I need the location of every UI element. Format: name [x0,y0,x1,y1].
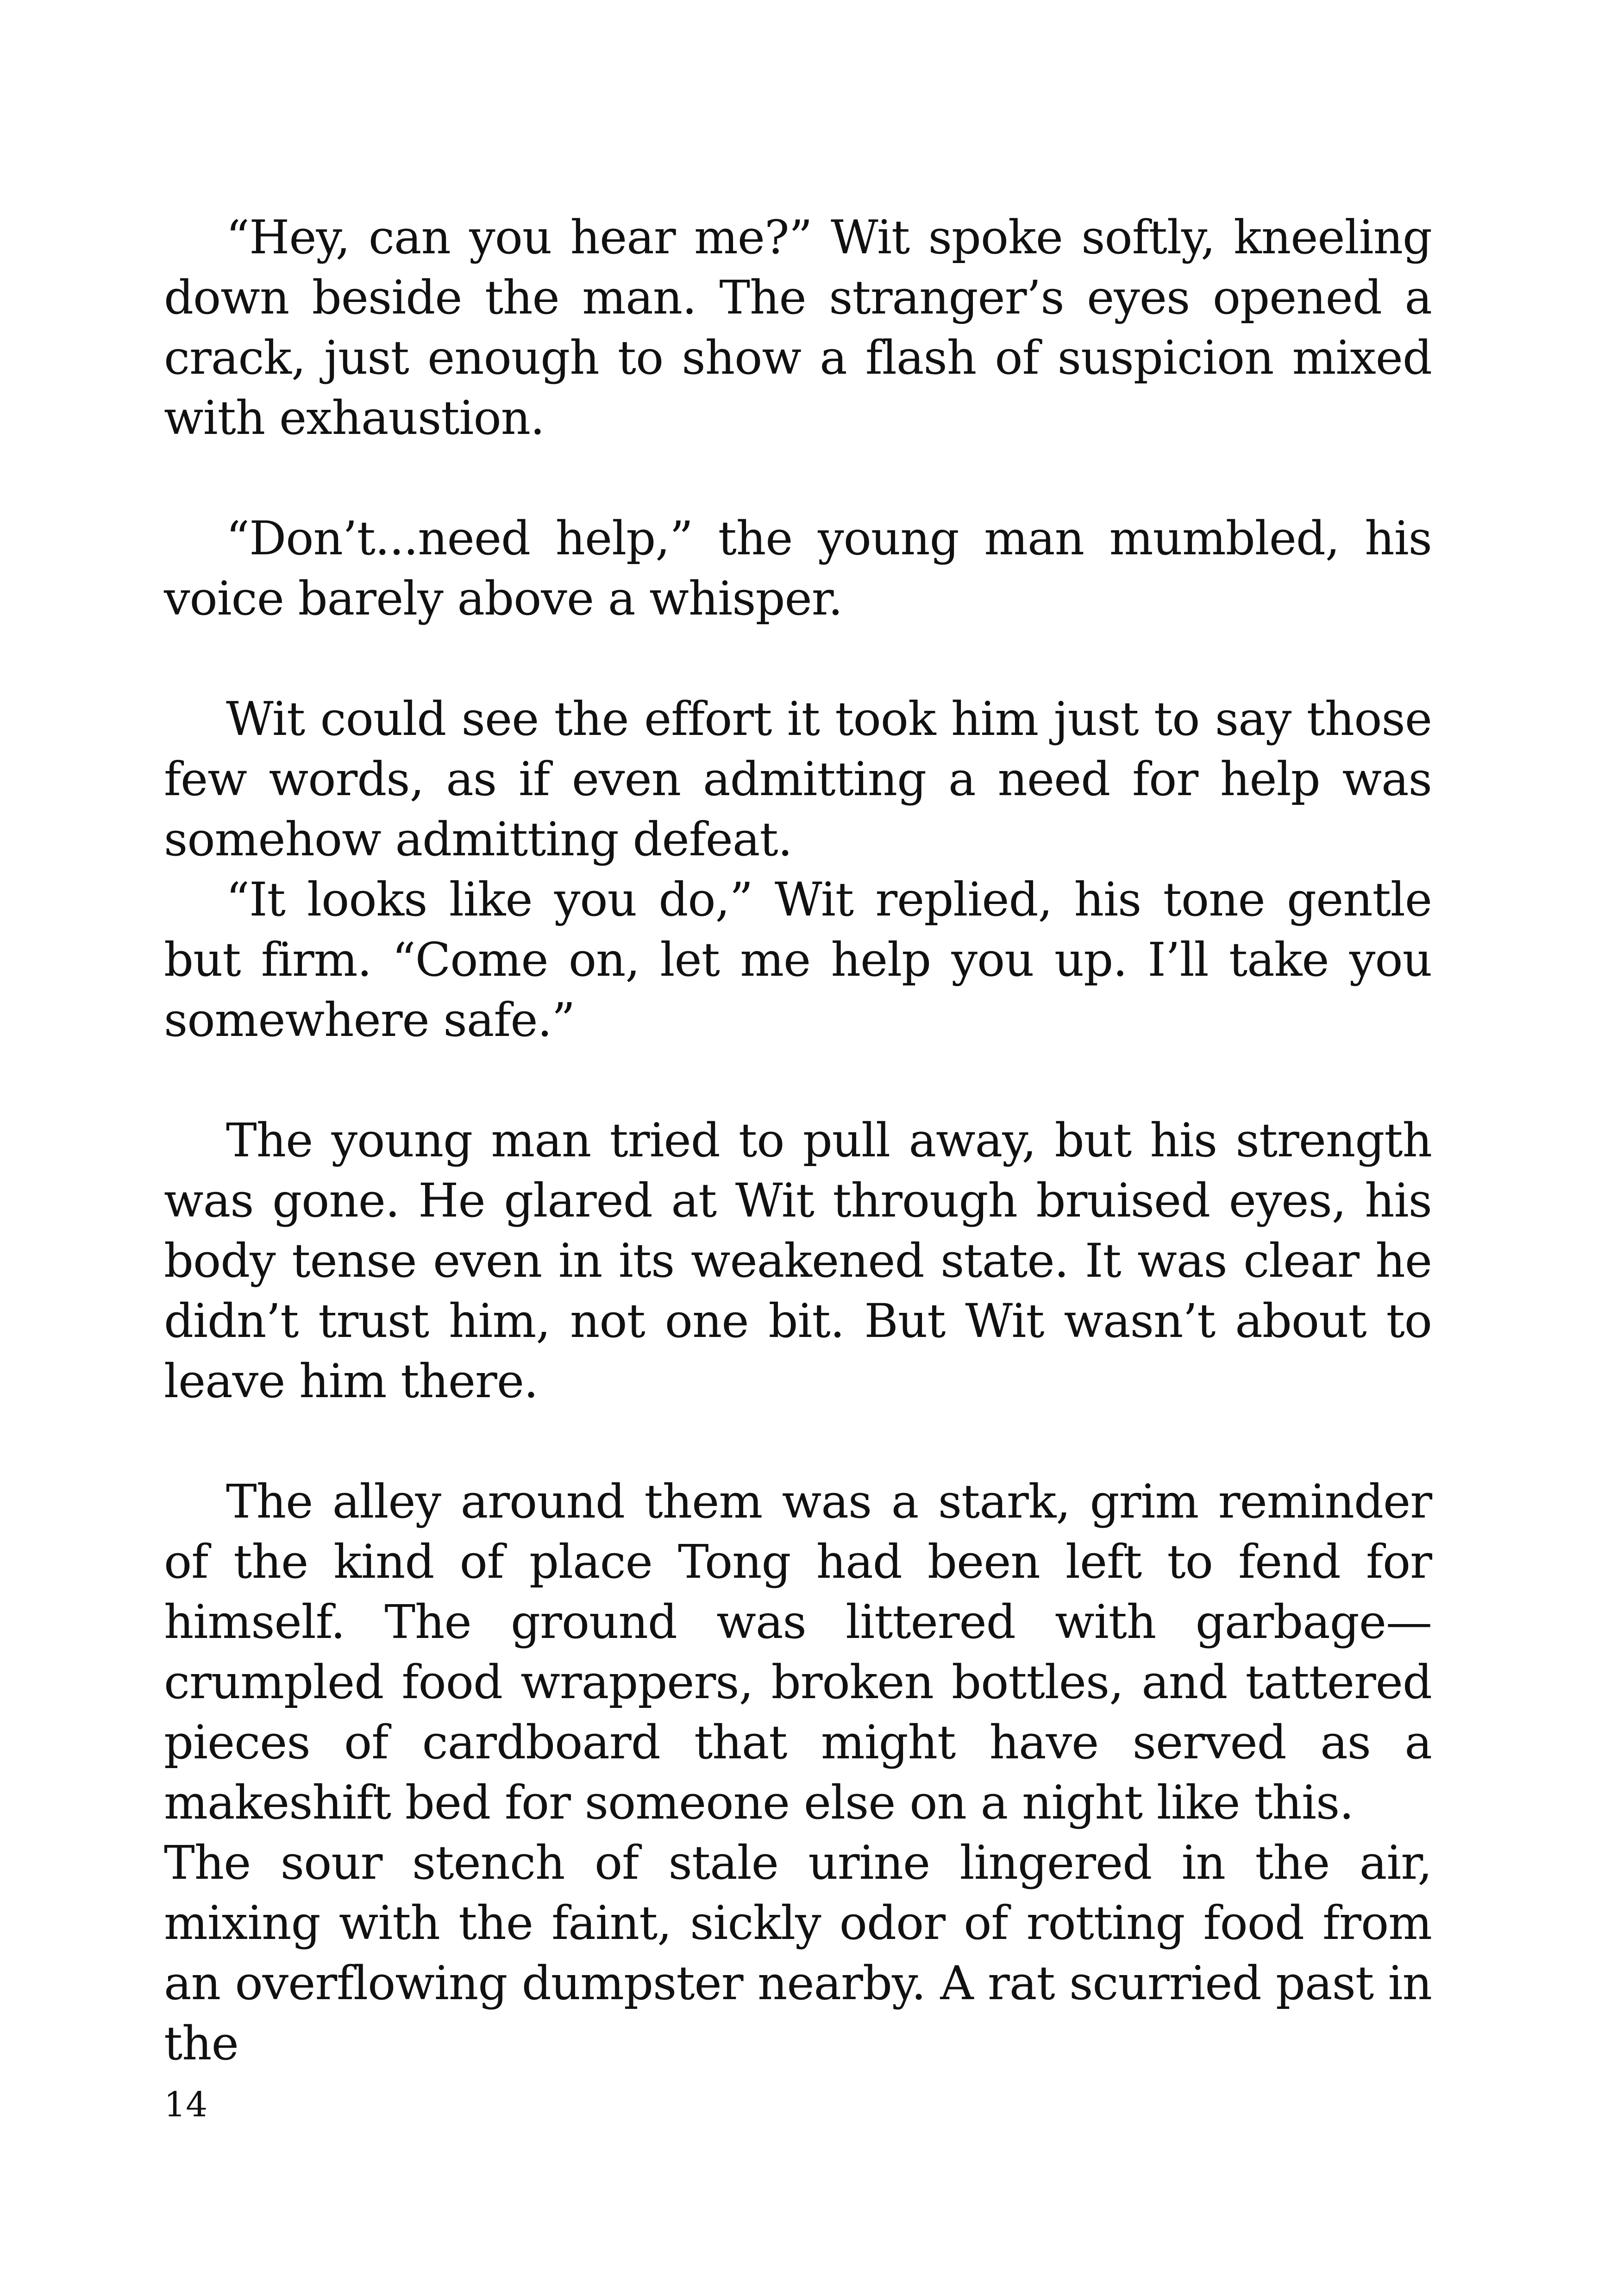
paragraph-3: Wit could see the effort it took him just to say those few words, as if even admitting a need for help was somehow admitting defeat. [164,692,1432,866]
paragraph-5: The young man tried to pull away, but his strength was gone. He glared at Wit through bruised eyes, his body tense even in its weakened state. It was clear he didn’t trust him, not one bit. But Wit wasn’t about to leave him there. [164,1113,1432,1408]
text-column [164,207,1432,2074]
paragraph-7: The sour stench of stale urine lingered in the air, mixing with the faint, sickly odor of rotting food from an overflowing dumpster nearby. A rat scurried past in the [164,1836,1432,2070]
paragraph-1: “Hey, can you hear me?” Wit spoke softly, kneeling down beside the man. The stranger’s eyes opened a crack, just enough to show a flash of suspicion mixed with exhaustion. [164,210,1432,445]
paragraph-2: “Don’t...need help,” the young man mumbled, his voice barely above a whisper. [164,511,1432,626]
paragraph-6: The alley around them was a stark, grim reminder of the kind of place Tong had been left to fend for himself. The ground was littered with garbage—crumpled food wrappers, broken bottles, and tattered pieces of cardboard that might have served as a makeshift bed for someone else on a night like this. [164,1474,1432,1830]
page-number: 14 [164,2085,208,2125]
paragraph-4: “It looks like you do,” Wit replied, his tone gentle but firm. “Come on, let me help you up. I’ll take you somewhere safe.” [164,872,1432,1047]
